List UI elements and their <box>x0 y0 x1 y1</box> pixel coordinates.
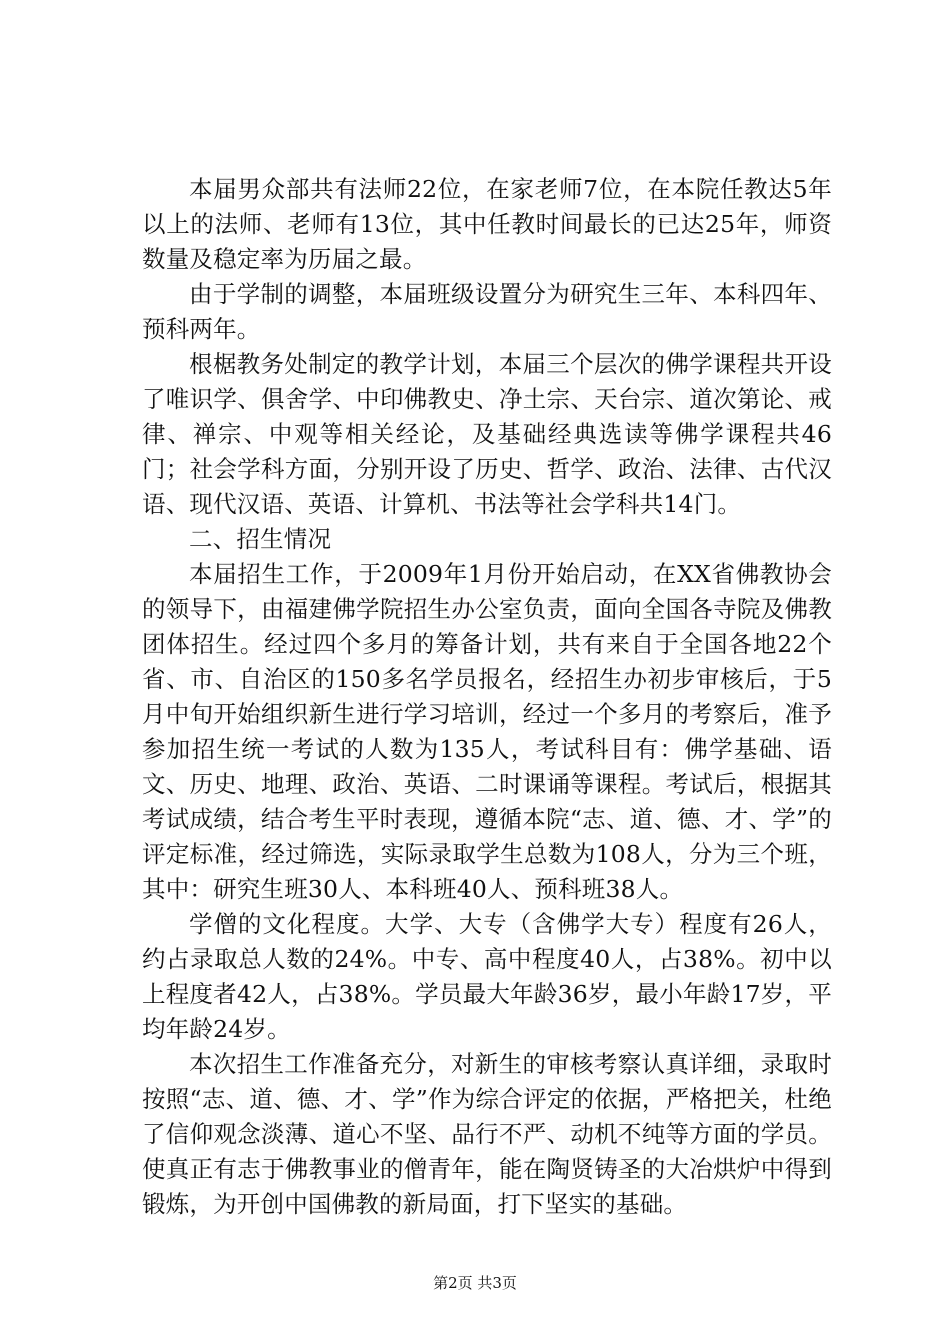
document-body <box>142 172 832 1222</box>
paragraph-class-structure: 由于学制的调整，本届班级设置分为研究生三年、本科四年、预科两年。 <box>142 280 832 343</box>
paragraph-education-level: 学僧的文化程度。大学、大专（含佛学大专）程度有26人，约占录取总人数的24%。中专、高中程度40人，占38%。初中以上程度者42人，占38%。学员最大年龄36岁，最小年龄17岁，平均年龄24岁。 <box>142 910 832 1043</box>
page-number-footer: 第2页 共3页 <box>433 1274 517 1292</box>
section-heading-admissions: 二、招生情况 <box>189 525 332 553</box>
paragraph-admissions-summary: 本次招生工作准备充分，对新生的审核考察认真详细，录取时按照“志、道、德、才、学”作为综合评定的依据，严格把关，杜绝了信仰观念淡薄、道心不坚、品行不严、动机不纯等方面的学员。使真正有志于佛教事业的僧青年，能在陶贤铸圣的大冶烘炉中得到锻炼，为开创中国佛教的新局面，打下坚实的基础。 <box>142 1050 832 1218</box>
paragraph-faculty: 本届男众部共有法师22位，在家老师7位，在本院任教达5年以上的法师、老师有13位，其中任教时间最长的已达25年，师资数量及稳定率为历届之最。 <box>142 175 832 273</box>
paragraph-admissions-process: 本届招生工作，于2009年1月份开始启动，在XX省佛教协会的领导下，由福建佛学院招生办公室负责，面向全国各寺院及佛教团体招生。经过四个多月的筹备计划，共有来自于全国各地22个省、市、自治区的150多名学员报名，经招生办初步审核后，于5月中旬开始组织新生进行学习培训，经过一个多月的考察后，准予参加招生统一考试的人数为135人，考试科目有：佛学基础、语文、历史、地理、政治、英语、二时课诵等课程。考试后，根据其考试成绩，结合考生平时表现，遵循本院“志、道、德、才、学”的评定标准，经过筛选，实际录取学生总数为108人，分为三个班，其中：研究生班30人、本科班40人、预科班38人。 <box>142 560 832 903</box>
paragraph-curriculum: 根椐教务处制定的教学计划，本届三个层次的佛学课程共开设了唯识学、俱舍学、中印佛教史、净土宗、天台宗、道次第论、戒律、禅宗、中观等相关经论，及基础经典选读等佛学课程共46门；社会学科方面，分别开设了历史、哲学、政治、法律、古代汉语、现代汉语、英语、计算机、书法等社会学科共14门。 <box>142 350 832 518</box>
